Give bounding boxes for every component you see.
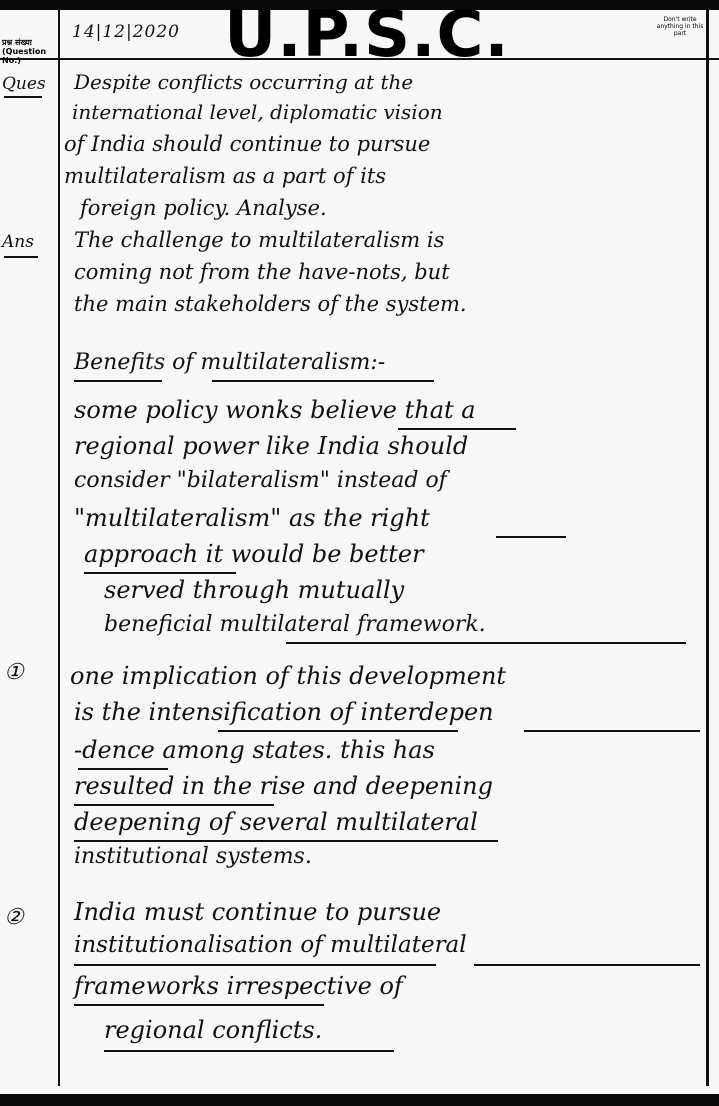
- body-underline: [524, 730, 700, 732]
- body-underline: [74, 840, 498, 842]
- body-underline: [74, 1004, 324, 1006]
- answer-intro-line: coming not from the have-nots, but: [74, 260, 450, 284]
- body-line: institutionalisation of multilateral: [74, 932, 467, 958]
- body-underline: [398, 428, 516, 430]
- body-line: regional power like India should: [74, 432, 469, 460]
- answer-marker-underline: [4, 256, 38, 258]
- body-line: -dence among states. this has: [74, 736, 435, 764]
- body-underline: [74, 964, 436, 966]
- body-line: is the intensification of interdepen: [74, 698, 494, 726]
- body-underline: [286, 642, 686, 644]
- body-line: "multilateralism" as the right: [74, 504, 430, 532]
- question-marker-underline: [4, 96, 42, 98]
- body-line: regional conflicts.: [104, 1016, 323, 1044]
- body-line: approach it would be better: [84, 540, 424, 568]
- body-underline: [78, 768, 168, 770]
- answer-date: 14|12|2020: [72, 22, 180, 42]
- body-underline: [496, 536, 566, 538]
- point-1-marker: ①: [4, 660, 24, 685]
- body-underline: [474, 964, 700, 966]
- question-no-label: प्रश्न संख्या (Question No.): [2, 38, 47, 65]
- body-line: beneficial multilateral framework.: [104, 612, 486, 637]
- body-line: India must continue to pursue: [74, 898, 442, 926]
- do-not-write-note: Don't write anything in this part: [656, 16, 704, 37]
- body-line: deepening of several multilateral: [74, 808, 478, 836]
- question-line: Despite conflicts occurring at the: [74, 70, 414, 94]
- answer-intro-line: The challenge to multilateralism is: [74, 228, 445, 252]
- body-line: consider "bilateralism" instead of: [74, 468, 447, 493]
- body-underline: [84, 572, 236, 574]
- section-heading: Benefits of multilateralism:-: [74, 350, 386, 375]
- question-line: foreign policy. Analyse.: [80, 196, 327, 220]
- body-underline: [218, 730, 458, 732]
- body-line: institutional systems.: [74, 844, 312, 869]
- body-underline: [74, 804, 274, 806]
- body-line: one implication of this development: [70, 662, 507, 690]
- body-underline: [104, 1050, 394, 1052]
- body-line: served through mutually: [104, 576, 405, 604]
- heading-underline: [212, 380, 434, 382]
- body-line: some policy wonks believe that a: [74, 396, 476, 424]
- right-margin-rule: [706, 10, 709, 1086]
- answer-intro-line: the main stakeholders of the system.: [74, 292, 467, 316]
- heading-underline: [74, 380, 162, 382]
- answer-marker: Ans: [2, 232, 34, 252]
- body-line: frameworks irrespective of: [74, 972, 403, 1000]
- question-line: of India should continue to pursue: [64, 132, 431, 156]
- bottom-edge: [0, 1094, 719, 1106]
- point-2-marker: ②: [4, 905, 24, 930]
- question-line: multilateralism as a part of its: [64, 164, 387, 188]
- margin-rule: [58, 10, 60, 1086]
- question-line: international level, diplomatic vision: [72, 100, 443, 124]
- body-line: resulted in the rise and deepening: [74, 772, 494, 800]
- brand-title: U.P.S.C.: [224, 0, 510, 72]
- question-marker: Ques: [2, 74, 46, 94]
